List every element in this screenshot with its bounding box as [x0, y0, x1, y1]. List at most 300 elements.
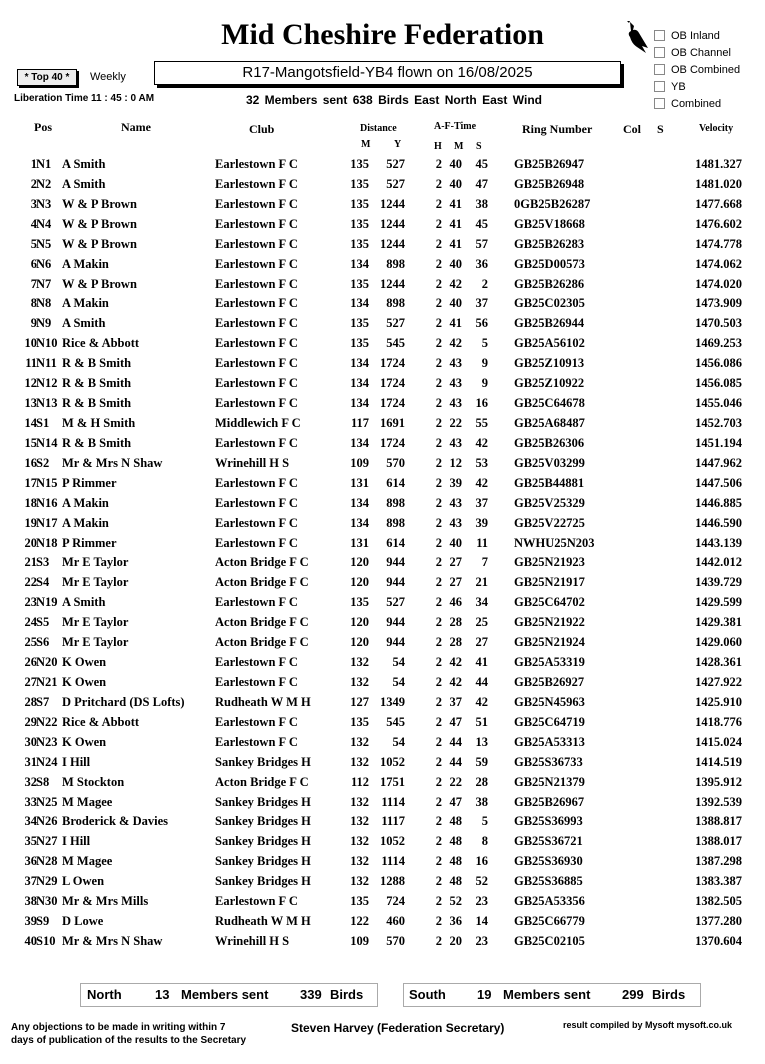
- row-section-code: N9: [36, 316, 52, 331]
- row-section-code: N18: [36, 535, 58, 550]
- row-pos: 25: [24, 635, 37, 650]
- row-minutes: 27: [449, 575, 462, 590]
- row-pos: 28: [24, 694, 37, 709]
- row-yards: 54: [392, 674, 405, 689]
- row-miles: 120: [350, 615, 369, 630]
- row-pos: 37: [24, 874, 37, 889]
- row-section-code: S5: [36, 615, 50, 630]
- row-seconds: 16: [475, 854, 488, 869]
- row-name: Rice & Abbott: [62, 336, 140, 351]
- row-ring-number: GB25A53319: [514, 655, 585, 670]
- row-ring-number: GB25B26927: [514, 674, 585, 689]
- row-miles: 135: [350, 157, 369, 171]
- row-section-code: N5: [36, 236, 52, 251]
- col-header-time-m: M: [454, 141, 464, 152]
- row-seconds: 53: [475, 455, 488, 470]
- row-section-code: N29: [36, 874, 58, 889]
- row-hours: 2: [435, 435, 442, 450]
- objections-note: [11, 1021, 281, 1047]
- race-type-checkboxes: [654, 27, 740, 112]
- row-club: Earlestown F C: [215, 276, 298, 291]
- row-pos: 27: [24, 674, 37, 689]
- row-hours: 2: [435, 635, 442, 650]
- row-section-code: S6: [36, 635, 50, 650]
- row-ring-number: GB25N21924: [514, 635, 585, 650]
- row-seconds: 38: [475, 794, 488, 809]
- row-name: Mr & Mrs Mills: [62, 894, 149, 909]
- col-header-velocity: Velocity: [699, 123, 734, 134]
- row-ring-number: GB25Z10922: [514, 376, 585, 391]
- table-row: [0, 812, 765, 832]
- objections-line: Any objections to be made in writing within 7: [11, 1022, 226, 1033]
- row-minutes: 43: [449, 376, 462, 391]
- row-seconds: 38: [475, 196, 488, 211]
- row-hours: 2: [435, 535, 442, 550]
- row-miles: 135: [350, 216, 369, 231]
- row-hours: 2: [435, 455, 442, 470]
- row-velocity: 1418.776: [695, 714, 742, 729]
- row-hours: 2: [435, 256, 442, 271]
- row-section-code: S3: [36, 555, 50, 570]
- row-section-code: S10: [36, 933, 56, 948]
- row-minutes: 41: [449, 316, 462, 331]
- row-miles: 131: [350, 475, 369, 490]
- row-name: Rice & Abbott: [62, 714, 140, 729]
- table-row: [0, 454, 765, 474]
- row-miles: 112: [350, 774, 369, 789]
- pigeon-icon: [624, 20, 650, 54]
- row-ring-number: GB25C02105: [514, 933, 585, 948]
- row-name: A Smith: [62, 176, 106, 191]
- row-yards: 54: [392, 734, 405, 749]
- row-hours: 2: [435, 894, 442, 909]
- row-pos: 16: [24, 455, 37, 470]
- row-name: R & B Smith: [62, 396, 132, 411]
- row-pos: 38: [24, 894, 37, 909]
- row-name: Broderick & Davies: [62, 814, 169, 829]
- row-name: M Stockton: [62, 774, 125, 789]
- checkbox-label: YB: [671, 80, 686, 93]
- row-club: Earlestown F C: [215, 674, 298, 689]
- row-velocity: 1414.519: [695, 754, 742, 769]
- table-row: [0, 195, 765, 215]
- col-header-aftime: A-F-Time: [434, 121, 477, 132]
- col-header-time-s: S: [476, 141, 482, 152]
- row-miles: 109: [350, 933, 369, 948]
- row-minutes: 37: [449, 694, 462, 709]
- table-row: [0, 753, 765, 773]
- row-seconds: 42: [475, 694, 488, 709]
- row-club: Earlestown F C: [215, 356, 298, 371]
- row-yards: 527: [386, 157, 405, 171]
- row-miles: 120: [350, 635, 369, 650]
- row-pos: 14: [24, 415, 37, 430]
- row-name: W & P Brown: [62, 276, 137, 291]
- row-pos: 22: [24, 575, 37, 590]
- row-ring-number: GB25C64678: [514, 396, 585, 411]
- row-pos: 7: [30, 276, 37, 291]
- objections-line: days of publication of the results to the Secretary: [11, 1035, 247, 1046]
- row-velocity: 1451.194: [695, 435, 742, 450]
- row-hours: 2: [435, 176, 442, 191]
- row-minutes: 52: [449, 894, 462, 909]
- south-members-count: 19: [477, 987, 492, 1002]
- row-section-code: N13: [36, 396, 58, 411]
- row-pos: 36: [24, 854, 37, 869]
- row-velocity: 1469.253: [695, 336, 742, 351]
- row-miles: 135: [350, 316, 369, 331]
- row-miles: 132: [350, 834, 369, 849]
- checkbox-box[interactable]: [654, 81, 665, 92]
- table-row: [0, 852, 765, 872]
- row-pos: 26: [24, 655, 37, 670]
- checkbox-combined[interactable]: [654, 95, 740, 112]
- row-hours: 2: [435, 495, 442, 510]
- row-minutes: 40: [449, 176, 462, 191]
- row-yards: 1052: [380, 834, 405, 849]
- checkbox-yb[interactable]: [654, 78, 740, 95]
- row-ring-number: GB25A53313: [514, 734, 585, 749]
- row-miles: 117: [350, 415, 369, 430]
- row-section-code: N25: [36, 794, 58, 809]
- row-miles: 134: [350, 396, 369, 411]
- row-ring-number: GB25N45963: [514, 694, 585, 709]
- row-seconds: 45: [475, 216, 488, 231]
- row-hours: 2: [435, 874, 442, 889]
- row-hours: 2: [435, 376, 442, 391]
- row-yards: 1724: [380, 376, 405, 391]
- row-yards: 460: [386, 914, 405, 929]
- row-club: Rudheath W M H: [215, 694, 311, 709]
- results-table: [0, 155, 765, 952]
- col-header-time-h: H: [434, 141, 442, 152]
- row-club: Earlestown F C: [215, 316, 298, 331]
- row-seconds: 14: [475, 914, 488, 929]
- row-miles: 132: [350, 874, 369, 889]
- checkbox-ob-combined[interactable]: [654, 61, 740, 78]
- row-section-code: N17: [36, 515, 58, 530]
- row-miles: 135: [350, 236, 369, 251]
- row-yards: 1751: [380, 774, 405, 789]
- checkbox-ob-inland[interactable]: [654, 27, 740, 44]
- table-row: [0, 235, 765, 255]
- row-section-code: N6: [36, 256, 52, 271]
- row-yards: 1114: [381, 794, 405, 809]
- table-row: [0, 653, 765, 673]
- checkbox-label: OB Inland: [671, 29, 720, 42]
- page-title: Mid Cheshire Federation: [221, 18, 544, 51]
- checkbox-box[interactable]: [654, 98, 665, 109]
- row-seconds: 5: [481, 336, 488, 351]
- row-velocity: 1377.280: [695, 914, 742, 929]
- row-pos: 33: [24, 794, 37, 809]
- row-yards: 1349: [380, 694, 405, 709]
- row-ring-number: GB25B26948: [514, 176, 585, 191]
- row-minutes: 48: [449, 834, 462, 849]
- row-miles: 132: [350, 754, 369, 769]
- checkbox-box[interactable]: [654, 47, 665, 58]
- row-seconds: 34: [475, 595, 488, 610]
- row-yards: 54: [392, 655, 405, 670]
- row-hours: 2: [435, 475, 442, 490]
- row-minutes: 42: [449, 655, 462, 670]
- row-section-code: N19: [36, 595, 58, 610]
- row-pos: 6: [30, 256, 37, 271]
- row-miles: 132: [350, 674, 369, 689]
- row-seconds: 8: [481, 834, 488, 849]
- row-pos: 13: [24, 396, 37, 411]
- row-ring-number: GB25B26306: [514, 435, 585, 450]
- row-club: Wrinehill H S: [215, 933, 290, 948]
- table-row: [0, 733, 765, 753]
- row-club: Earlestown F C: [215, 734, 298, 749]
- row-club: Sankey Bridges H: [215, 794, 311, 809]
- row-minutes: 43: [449, 495, 462, 510]
- row-hours: 2: [435, 515, 442, 530]
- row-section-code: N14: [36, 435, 58, 450]
- row-ring-number: GB25V18668: [514, 216, 585, 231]
- row-club: Earlestown F C: [215, 236, 298, 251]
- row-club: Earlestown F C: [215, 157, 298, 171]
- col-header-club: Club: [249, 122, 275, 136]
- row-miles: 135: [350, 336, 369, 351]
- checkbox-box[interactable]: [654, 30, 665, 41]
- north-label: North: [87, 987, 122, 1002]
- row-hours: 2: [435, 396, 442, 411]
- row-name: I Hill: [62, 834, 91, 849]
- row-minutes: 12: [449, 455, 462, 470]
- row-ring-number: GB25S36733: [514, 754, 583, 769]
- row-club: Earlestown F C: [215, 714, 298, 729]
- col-header-distance: Distance: [360, 123, 397, 134]
- row-minutes: 46: [449, 595, 462, 610]
- checkbox-label: OB Channel: [671, 46, 731, 59]
- row-minutes: 42: [449, 674, 462, 689]
- row-yards: 1724: [380, 356, 405, 371]
- row-miles: 132: [350, 734, 369, 749]
- table-row: [0, 494, 765, 514]
- checkbox-box[interactable]: [654, 64, 665, 75]
- table-row: [0, 892, 765, 912]
- row-yards: 1117: [381, 814, 405, 829]
- row-club: Earlestown F C: [215, 196, 298, 211]
- col-header-ring: Ring Number: [522, 122, 593, 136]
- row-ring-number: GB25B26967: [514, 794, 585, 809]
- row-yards: 944: [386, 575, 405, 590]
- row-ring-number: GB25N21917: [514, 575, 585, 590]
- row-miles: 134: [350, 376, 369, 391]
- row-minutes: 47: [449, 794, 462, 809]
- row-hours: 2: [435, 914, 442, 929]
- row-yards: 527: [386, 176, 405, 191]
- row-seconds: 37: [475, 495, 488, 510]
- row-section-code: N7: [36, 276, 52, 291]
- row-club: Sankey Bridges H: [215, 754, 311, 769]
- row-miles: 109: [350, 455, 369, 470]
- row-club: Acton Bridge F C: [215, 575, 309, 590]
- row-seconds: 56: [475, 316, 488, 331]
- row-ring-number: GB25A68487: [514, 415, 585, 430]
- row-hours: 2: [435, 296, 442, 311]
- row-velocity: 1455.046: [695, 396, 742, 411]
- table-row: [0, 773, 765, 793]
- row-section-code: S4: [36, 575, 50, 590]
- table-row: [0, 374, 765, 394]
- south-birds-label: Birds: [652, 987, 686, 1002]
- row-minutes: 40: [449, 157, 462, 171]
- table-row: [0, 613, 765, 633]
- row-name: L Owen: [62, 874, 105, 889]
- row-velocity: 1477.668: [695, 196, 742, 211]
- row-hours: 2: [435, 754, 442, 769]
- row-velocity: 1474.778: [695, 236, 742, 251]
- row-minutes: 22: [449, 415, 462, 430]
- row-minutes: 43: [449, 356, 462, 371]
- table-row: [0, 394, 765, 414]
- row-seconds: 41: [475, 655, 488, 670]
- row-seconds: 42: [475, 475, 488, 490]
- row-yards: 1724: [380, 435, 405, 450]
- row-ring-number: NWHU25N203: [514, 535, 595, 550]
- row-club: Earlestown F C: [215, 336, 298, 351]
- row-pos: 1: [30, 157, 37, 171]
- table-row: [0, 294, 765, 314]
- row-minutes: 27: [449, 555, 462, 570]
- row-name: Mr E Taylor: [62, 635, 129, 650]
- row-seconds: 42: [475, 435, 488, 450]
- row-velocity: 1427.922: [695, 674, 742, 689]
- row-minutes: 47: [449, 714, 462, 729]
- row-velocity: 1415.024: [695, 734, 742, 749]
- row-yards: 1052: [380, 754, 405, 769]
- row-yards: 898: [386, 495, 405, 510]
- row-section-code: N20: [36, 655, 58, 670]
- row-section-code: N30: [36, 894, 58, 909]
- checkbox-label: Combined: [671, 97, 722, 110]
- table-row: [0, 673, 765, 693]
- row-section-code: N23: [36, 734, 58, 749]
- row-seconds: 7: [481, 555, 488, 570]
- row-velocity: 1382.505: [695, 894, 742, 909]
- row-hours: 2: [435, 216, 442, 231]
- table-row: [0, 573, 765, 593]
- row-seconds: 45: [475, 157, 488, 171]
- row-hours: 2: [435, 933, 442, 948]
- row-yards: 724: [386, 894, 405, 909]
- row-section-code: N24: [36, 754, 58, 769]
- row-velocity: 1439.729: [695, 575, 742, 590]
- row-section-code: N27: [36, 834, 58, 849]
- row-hours: 2: [435, 316, 442, 331]
- row-hours: 2: [435, 694, 442, 709]
- row-ring-number: GB25V22725: [514, 515, 585, 530]
- row-velocity: 1425.910: [695, 694, 742, 709]
- row-minutes: 40: [449, 535, 462, 550]
- row-club: Rudheath W M H: [215, 914, 311, 929]
- row-yards: 944: [386, 615, 405, 630]
- row-section-code: N26: [36, 814, 58, 829]
- table-row: [0, 155, 765, 175]
- row-seconds: 21: [475, 575, 488, 590]
- row-pos: 34: [24, 814, 37, 829]
- row-pos: 29: [24, 714, 37, 729]
- row-minutes: 39: [449, 475, 462, 490]
- row-pos: 9: [30, 316, 37, 331]
- row-minutes: 43: [449, 515, 462, 530]
- row-miles: 135: [350, 595, 369, 610]
- row-section-code: S1: [36, 415, 50, 430]
- row-minutes: 42: [449, 336, 462, 351]
- row-ring-number: GB25V03299: [514, 455, 585, 470]
- table-row: [0, 832, 765, 852]
- row-ring-number: GB25C64702: [514, 595, 585, 610]
- row-seconds: 5: [481, 814, 488, 829]
- row-velocity: 1447.506: [695, 475, 742, 490]
- row-miles: 134: [350, 296, 369, 311]
- row-velocity: 1388.817: [695, 814, 742, 829]
- south-birds-count: 299: [622, 987, 644, 1002]
- col-header-dist-y: Y: [394, 139, 402, 150]
- col-header-s: S: [657, 122, 664, 136]
- secretary-name: Steven Harvey (Federation Secretary): [291, 1021, 505, 1035]
- col-header-dist-m: M: [361, 139, 371, 150]
- row-name: M & H Smith: [62, 415, 136, 430]
- row-seconds: 23: [475, 933, 488, 948]
- row-name: Mr & Mrs N Shaw: [62, 933, 163, 948]
- row-club: Sankey Bridges H: [215, 874, 311, 889]
- row-pos: 20: [24, 535, 37, 550]
- row-club: Earlestown F C: [215, 376, 298, 391]
- row-name: Mr E Taylor: [62, 615, 129, 630]
- row-section-code: N21: [36, 674, 58, 689]
- row-name: Mr E Taylor: [62, 555, 129, 570]
- row-name: W & P Brown: [62, 216, 137, 231]
- row-velocity: 1474.020: [695, 276, 742, 291]
- members-summary: 32 Members sent 638 Birds East North East Wind: [246, 93, 542, 107]
- row-yards: 545: [386, 714, 405, 729]
- row-hours: 2: [435, 774, 442, 789]
- table-row: [0, 593, 765, 613]
- row-club: Acton Bridge F C: [215, 774, 309, 789]
- row-velocity: 1447.962: [695, 455, 742, 470]
- row-name: I Hill: [62, 754, 91, 769]
- weekly-label: Weekly: [90, 71, 126, 83]
- row-hours: 2: [435, 834, 442, 849]
- row-pos: 10: [24, 336, 37, 351]
- row-miles: 135: [350, 714, 369, 729]
- table-row: [0, 175, 765, 195]
- row-seconds: 44: [475, 674, 488, 689]
- checkbox-ob-channel[interactable]: [654, 44, 740, 61]
- table-row: [0, 514, 765, 534]
- row-name: A Smith: [62, 595, 106, 610]
- table-row: [0, 474, 765, 494]
- row-hours: 2: [435, 157, 442, 171]
- row-club: Middlewich F C: [215, 415, 301, 430]
- row-velocity: 1383.387: [695, 874, 742, 889]
- row-yards: 614: [386, 475, 405, 490]
- row-hours: 2: [435, 555, 442, 570]
- row-velocity: 1429.599: [695, 595, 742, 610]
- row-pos: 18: [24, 495, 37, 510]
- row-yards: 570: [386, 455, 405, 470]
- row-minutes: 44: [449, 754, 462, 769]
- row-velocity: 1442.012: [695, 555, 742, 570]
- row-name: A Makin: [62, 256, 109, 271]
- row-miles: 135: [350, 894, 369, 909]
- row-velocity: 1446.885: [695, 495, 742, 510]
- row-seconds: 9: [481, 376, 488, 391]
